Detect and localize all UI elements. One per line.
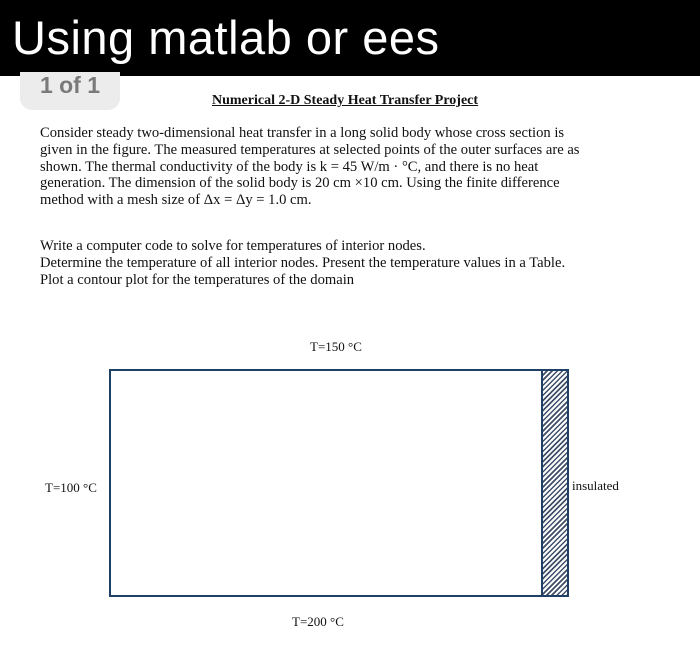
text-line: method with a mesh size of Δx = Δy = 1.0 cm.	[40, 192, 312, 209]
text-line: Determine the temperature of all interior nodes. Present the temperature values in a Table.	[40, 254, 566, 271]
text-line: shown. The thermal conductivity of the body is k = 45 W/m · °C, and there is no heat	[40, 158, 539, 175]
text-line: Plot a contour plot for the temperatures of the domain	[40, 271, 355, 288]
top-boundary-label: T=150 °C	[310, 339, 362, 354]
left-boundary-label: T=100 °C	[45, 480, 97, 495]
bottom-boundary-label: T=200 °C	[292, 614, 344, 629]
page-indicator: 1 of 1	[20, 72, 120, 110]
text-line: given in the figure. The measured temperatures at selected points of the outer surfaces are as	[40, 141, 580, 158]
insulated-wall-hatch	[541, 369, 569, 597]
question-banner: Using matlab or ees	[0, 0, 700, 76]
text-line: Write a computer code to solve for temperatures of interior nodes.	[40, 238, 426, 254]
document-title: Numerical 2-D Steady Heat Transfer Project	[212, 93, 479, 108]
right-boundary-label: insulated	[572, 478, 619, 493]
text-line: generation. The dimension of the solid body is 20 cm ×10 cm. Using the finite difference	[40, 175, 560, 192]
problem-statement	[40, 125, 680, 209]
task-list	[40, 238, 680, 288]
solid-body-domain	[109, 369, 543, 597]
text-line: Consider steady two-dimensional heat transfer in a long solid body whose cross section is	[40, 125, 565, 141]
